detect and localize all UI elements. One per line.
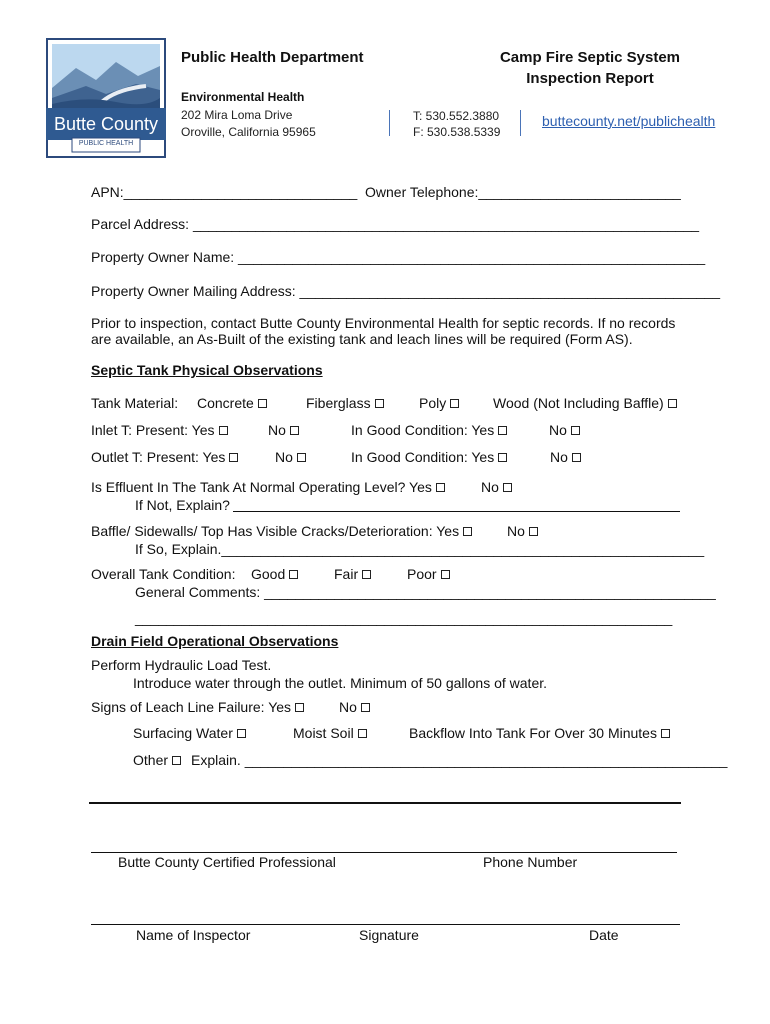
website-link[interactable]: buttecounty.net/publichealth — [542, 113, 716, 129]
overall-condition-label: Overall Tank Condition: — [91, 566, 236, 582]
drain-section-heading: Drain Field Operational Observations — [91, 633, 339, 649]
option-label: Wood (Not Including Baffle) — [493, 395, 664, 411]
apn-field[interactable]: APN:______________________________ — [91, 184, 358, 200]
checkbox-icon[interactable] — [290, 426, 299, 435]
if-not-explain-line[interactable] — [233, 511, 680, 512]
checkbox-icon[interactable] — [358, 729, 367, 738]
option-label: Outlet T: Present: Yes — [91, 449, 226, 465]
property-owner-name-field[interactable]: Property Owner Name: ____________________________________________________________ — [91, 249, 706, 265]
if-not-explain-label: If Not, Explain? — [135, 497, 230, 513]
address-line-1: 202 Mira Loma Drive — [181, 108, 293, 122]
owner-telephone-field[interactable]: Owner Telephone:__________________________ — [365, 184, 681, 200]
inspector-signature-line[interactable] — [91, 924, 680, 925]
inspector-name-label: Name of Inspector — [136, 927, 251, 943]
inlet-condition-no[interactable] — [549, 422, 580, 438]
logo-subtitle: PUBLIC HEALTH — [78, 140, 134, 147]
mailing-address-field[interactable]: Property Owner Mailing Address: ______________________________________________________ — [91, 283, 720, 299]
option-label: No — [268, 422, 286, 438]
checkbox-icon[interactable] — [362, 570, 371, 579]
header-divider — [389, 110, 390, 136]
checkbox-icon[interactable] — [237, 729, 246, 738]
report-title-line-1: Camp Fire Septic System — [499, 49, 681, 66]
option-label: Surfacing Water — [133, 725, 233, 741]
leach-failure-no[interactable] — [339, 699, 370, 715]
inlet-present-no[interactable] — [268, 422, 299, 438]
department-name: Public Health Department — [181, 49, 364, 66]
leach-failure-yes[interactable] — [91, 699, 304, 715]
checkbox-icon[interactable] — [503, 483, 512, 492]
checkbox-icon[interactable] — [668, 399, 677, 408]
tank-material-label: Tank Material: — [91, 395, 179, 411]
septic-section-heading: Septic Tank Physical Observations — [91, 362, 323, 378]
wood-option[interactable] — [493, 395, 677, 411]
fax-number: F: 530.538.5339 — [413, 125, 501, 139]
option-label: Fair — [334, 566, 359, 582]
other-option[interactable] — [133, 752, 181, 768]
logo-name: Butte County — [53, 114, 159, 134]
option-label: Moist Soil — [293, 725, 354, 741]
checkbox-icon[interactable] — [219, 426, 228, 435]
option-label: Poly — [419, 395, 447, 411]
option-label: In Good Condition: Yes — [351, 449, 495, 465]
baffle-cracks-no[interactable] — [507, 523, 538, 539]
fiberglass-option[interactable] — [306, 395, 384, 411]
outlet-condition-yes[interactable] — [351, 449, 507, 465]
checkbox-icon[interactable] — [463, 527, 472, 536]
effluent-level-yes[interactable] — [91, 479, 445, 495]
option-label: Baffle/ Sidewalls/ Top Has Visible Cracks/Deterioration: Yes — [91, 523, 460, 539]
checkbox-icon[interactable] — [571, 426, 580, 435]
butte-county-logo — [46, 38, 166, 158]
checkbox-icon[interactable] — [441, 570, 450, 579]
general-comments-line-2[interactable]: _____________________________________________________________________ — [135, 610, 673, 626]
checkbox-icon[interactable] — [498, 426, 507, 435]
header-divider — [520, 110, 521, 136]
checkbox-icon[interactable] — [295, 703, 304, 712]
certified-professional-line[interactable] — [91, 852, 677, 853]
checkbox-icon[interactable] — [436, 483, 445, 492]
section-divider — [89, 802, 681, 804]
surfacing-water-option[interactable] — [133, 725, 246, 741]
introduce-water-text: Introduce water through the outlet. Minimum of 50 gallons of water. — [133, 675, 548, 691]
option-label: Backflow Into Tank For Over 30 Minutes — [409, 725, 657, 741]
phone-number-label: Phone Number — [483, 854, 578, 870]
date-label: Date — [589, 927, 619, 943]
checkbox-icon[interactable] — [529, 527, 538, 536]
option-label: No — [481, 479, 499, 495]
condition-poor[interactable] — [407, 566, 450, 582]
if-so-explain-field[interactable]: If So, Explain.______________________________________________________________ — [135, 541, 705, 557]
checkbox-icon[interactable] — [450, 399, 459, 408]
condition-good[interactable] — [251, 566, 298, 582]
checkbox-icon[interactable] — [572, 453, 581, 462]
poly-option[interactable] — [419, 395, 459, 411]
general-comments-field[interactable]: General Comments: __________________________________________________________ — [135, 584, 716, 600]
option-label: In Good Condition: Yes — [351, 422, 495, 438]
option-label: No — [339, 699, 357, 715]
option-label: Inlet T: Present: Yes — [91, 422, 215, 438]
other-explain-field[interactable]: Explain. ______________________________________________________________ — [191, 752, 728, 768]
moist-soil-option[interactable] — [293, 725, 367, 741]
checkbox-icon[interactable] — [297, 453, 306, 462]
option-label: Fiberglass — [306, 395, 371, 411]
checkbox-icon[interactable] — [172, 756, 181, 765]
outlet-present-yes[interactable] — [91, 449, 238, 465]
intro-text-line-1: Prior to inspection, contact Butte County Environmental Health for septic records. If no records — [91, 315, 676, 331]
checkbox-icon[interactable] — [361, 703, 370, 712]
division-name: Environmental Health — [181, 90, 305, 104]
option-label: No — [507, 523, 525, 539]
checkbox-icon[interactable] — [498, 453, 507, 462]
address-line-2: Oroville, California 95965 — [181, 125, 316, 139]
parcel-address-field[interactable]: Parcel Address: _________________________________________________________________ — [91, 216, 700, 232]
inlet-present-yes[interactable] — [91, 422, 228, 438]
option-label: Signs of Leach Line Failure: Yes — [91, 699, 292, 715]
condition-fair[interactable] — [334, 566, 371, 582]
outlet-condition-no[interactable] — [550, 449, 581, 465]
checkbox-icon[interactable] — [229, 453, 238, 462]
checkbox-icon[interactable] — [258, 399, 267, 408]
checkbox-icon[interactable] — [375, 399, 384, 408]
option-label: No — [275, 449, 293, 465]
report-title-line-2: Inspection Report — [526, 70, 654, 87]
baffle-cracks-yes[interactable] — [91, 523, 472, 539]
option-label: Is Effluent In The Tank At Normal Operating Level? Yes — [91, 479, 432, 495]
concrete-option[interactable] — [197, 395, 267, 411]
option-label: Poor — [407, 566, 437, 582]
option-label: Good — [251, 566, 286, 582]
option-label: Concrete — [197, 395, 254, 411]
certified-professional-label: Butte County Certified Professional — [118, 854, 336, 870]
backflow-option[interactable] — [409, 725, 670, 741]
inlet-condition-yes[interactable] — [351, 422, 507, 438]
intro-text-line-2: are available, an As-Built of the existing tank and leach lines will be required (Form AS). — [91, 331, 633, 347]
effluent-level-no[interactable] — [481, 479, 512, 495]
signature-label: Signature — [359, 927, 419, 943]
phone-number: T: 530.552.3880 — [413, 109, 500, 123]
checkbox-icon[interactable] — [661, 729, 670, 738]
option-label: No — [549, 422, 567, 438]
checkbox-icon[interactable] — [289, 570, 298, 579]
hydraulic-test-text: Perform Hydraulic Load Test. — [91, 657, 272, 673]
option-label: No — [550, 449, 568, 465]
outlet-present-no[interactable] — [275, 449, 306, 465]
option-label: Other — [133, 752, 169, 768]
